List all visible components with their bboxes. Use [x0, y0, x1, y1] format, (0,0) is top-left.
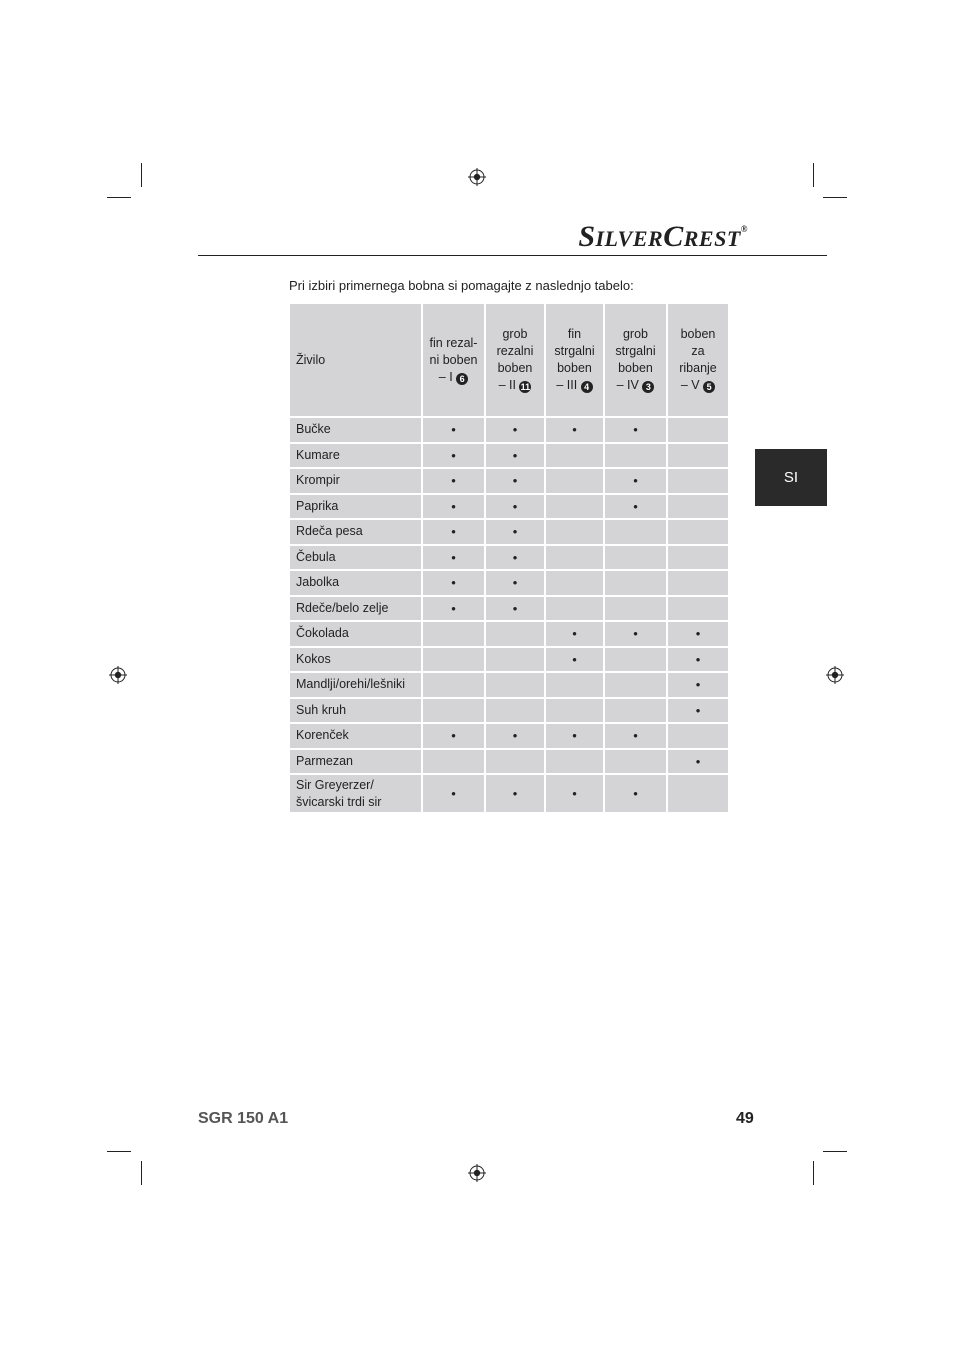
crop-mark — [813, 1161, 814, 1185]
suitable-mark: • — [668, 673, 728, 697]
suitable-mark: • — [486, 469, 544, 493]
table-row — [290, 469, 728, 493]
column-header — [605, 304, 666, 416]
empty-cell — [668, 571, 728, 595]
suitable-mark: • — [423, 444, 484, 468]
table-row — [290, 444, 728, 468]
column-header-line: boben — [680, 327, 716, 341]
registration-mark-icon — [826, 666, 844, 684]
table-row — [290, 546, 728, 570]
food-name: Mandlji/orehi/lešniki — [290, 673, 421, 697]
column-header-line: boben — [618, 361, 653, 375]
table-row — [290, 775, 728, 812]
column-header-line: grob — [502, 327, 528, 341]
column-header — [423, 304, 484, 416]
suitable-mark: • — [423, 775, 484, 812]
table-row — [290, 495, 728, 519]
table-row — [290, 622, 728, 646]
empty-cell — [546, 520, 603, 544]
suitable-mark: • — [423, 520, 484, 544]
column-header-line: ribanje — [679, 361, 717, 375]
registration-mark-icon — [468, 168, 486, 186]
empty-cell — [546, 699, 603, 723]
suitable-mark: • — [423, 495, 484, 519]
suitable-mark: • — [486, 520, 544, 544]
crop-mark — [823, 197, 847, 198]
empty-cell — [423, 673, 484, 697]
food-name: Čebula — [290, 546, 421, 570]
drum-number-badge: 11 — [520, 382, 531, 392]
crop-mark — [823, 1151, 847, 1152]
food-name: Parmezan — [290, 750, 421, 774]
food-name: Jabolka — [290, 571, 421, 595]
food-name: Korenček — [290, 724, 421, 748]
table-row — [290, 597, 728, 621]
suitable-mark: • — [486, 418, 544, 442]
empty-cell — [423, 750, 484, 774]
empty-cell — [423, 622, 484, 646]
suitable-mark: • — [668, 750, 728, 774]
suitable-mark: • — [423, 546, 484, 570]
suitable-mark: • — [668, 622, 728, 646]
empty-cell — [486, 699, 544, 723]
empty-cell — [668, 775, 728, 812]
table-row — [290, 648, 728, 672]
empty-cell — [605, 444, 666, 468]
suitable-mark: • — [423, 418, 484, 442]
empty-cell — [546, 571, 603, 595]
food-name: Kokos — [290, 648, 421, 672]
suitable-mark: • — [668, 699, 728, 723]
column-header-line: – II — [498, 378, 516, 392]
suitable-mark: • — [486, 546, 544, 570]
registration-mark-icon — [468, 1164, 486, 1182]
column-header — [668, 304, 728, 416]
suitable-mark: • — [605, 469, 666, 493]
suitable-mark: • — [486, 597, 544, 621]
suitable-mark: • — [423, 469, 484, 493]
suitable-mark: • — [546, 724, 603, 748]
column-header-line: fin rezal- — [429, 335, 478, 350]
empty-cell — [668, 444, 728, 468]
suitable-mark: • — [605, 622, 666, 646]
table-row — [290, 418, 728, 442]
empty-cell — [605, 673, 666, 697]
header-rule — [198, 255, 827, 256]
empty-cell — [486, 673, 544, 697]
suitable-mark: • — [423, 571, 484, 595]
table-row — [290, 520, 728, 544]
food-name: Paprika — [290, 495, 421, 519]
column-header-line: – III — [556, 378, 578, 392]
suitable-mark: • — [423, 597, 484, 621]
drum-number-badge: 6 — [456, 373, 468, 385]
empty-cell — [605, 750, 666, 774]
suitable-mark: • — [486, 571, 544, 595]
column-header-line: grob — [622, 327, 649, 341]
empty-cell — [668, 520, 728, 544]
empty-cell — [605, 546, 666, 570]
empty-cell — [546, 495, 603, 519]
table-row — [290, 724, 728, 748]
food-name: Bučke — [290, 418, 421, 442]
drum-number-badge: 3 — [642, 381, 654, 393]
empty-cell — [668, 597, 728, 621]
column-header-line: ni boben — [429, 352, 478, 367]
food-drum-table — [288, 302, 730, 814]
suitable-mark: • — [486, 495, 544, 519]
empty-cell — [605, 648, 666, 672]
suitable-mark: • — [486, 775, 544, 812]
food-name: Rdeče/belo zelje — [290, 597, 421, 621]
page-number: 49 — [736, 1110, 754, 1127]
model-number: SGR 150 A1 — [198, 1110, 289, 1127]
table-row — [290, 750, 728, 774]
empty-cell — [546, 546, 603, 570]
column-header-line: strgalni — [554, 344, 595, 358]
suitable-mark: • — [546, 418, 603, 442]
table-row — [290, 699, 728, 723]
column-header-line: fin — [567, 327, 582, 341]
empty-cell — [546, 469, 603, 493]
column-header-line: rezalni — [496, 344, 534, 358]
empty-cell — [423, 699, 484, 723]
empty-cell — [546, 750, 603, 774]
food-name: Sir Greyerzer/ švicarski trdi sir — [290, 775, 421, 812]
column-header-line: – V — [680, 378, 700, 392]
column-header-line: boben — [557, 361, 592, 375]
empty-cell — [605, 571, 666, 595]
food-name: Rdeča pesa — [290, 520, 421, 544]
suitable-mark: • — [486, 444, 544, 468]
table-row — [290, 673, 728, 697]
empty-cell — [668, 724, 728, 748]
empty-cell — [668, 469, 728, 493]
empty-cell — [605, 699, 666, 723]
suitable-mark: • — [668, 648, 728, 672]
crop-mark — [813, 163, 814, 187]
language-tab: SI — [755, 449, 827, 506]
registration-mark-icon — [109, 666, 127, 684]
empty-cell — [546, 673, 603, 697]
crop-mark — [141, 163, 142, 187]
food-column-header: Živilo — [290, 304, 421, 416]
empty-cell — [546, 597, 603, 621]
empty-cell — [668, 418, 728, 442]
food-name: Suh kruh — [290, 699, 421, 723]
empty-cell — [486, 750, 544, 774]
column-header-line: – I — [438, 369, 453, 384]
suitable-mark: • — [605, 775, 666, 812]
crop-mark — [107, 1151, 131, 1152]
crop-mark — [107, 197, 131, 198]
empty-cell — [546, 444, 603, 468]
column-header — [486, 304, 544, 416]
brand-logo: SILVERCREST® — [578, 220, 748, 253]
drum-number-badge: 5 — [703, 381, 715, 393]
empty-cell — [486, 622, 544, 646]
drum-number-badge: 4 — [581, 381, 593, 393]
intro-text: Pri izbiri primernega bobna si pomagajte z naslednjo tabelo: — [289, 278, 634, 293]
suitable-mark: • — [546, 622, 603, 646]
column-header-line: boben — [497, 361, 533, 375]
table-header-row — [290, 304, 728, 416]
food-name: Krompir — [290, 469, 421, 493]
suitable-mark: • — [546, 775, 603, 812]
column-header — [546, 304, 603, 416]
suitable-mark: • — [546, 648, 603, 672]
empty-cell — [486, 648, 544, 672]
crop-mark — [141, 1161, 142, 1185]
suitable-mark: • — [605, 724, 666, 748]
suitable-mark: • — [605, 418, 666, 442]
empty-cell — [668, 495, 728, 519]
suitable-mark: • — [605, 495, 666, 519]
empty-cell — [605, 597, 666, 621]
table-row — [290, 571, 728, 595]
column-header-line: za — [691, 344, 705, 358]
column-header-line: – IV — [616, 378, 639, 392]
column-header-line: strgalni — [615, 344, 656, 358]
empty-cell — [605, 520, 666, 544]
empty-cell — [423, 648, 484, 672]
suitable-mark: • — [486, 724, 544, 748]
suitable-mark: • — [423, 724, 484, 748]
empty-cell — [668, 546, 728, 570]
food-name: Čokolada — [290, 622, 421, 646]
food-name: Kumare — [290, 444, 421, 468]
